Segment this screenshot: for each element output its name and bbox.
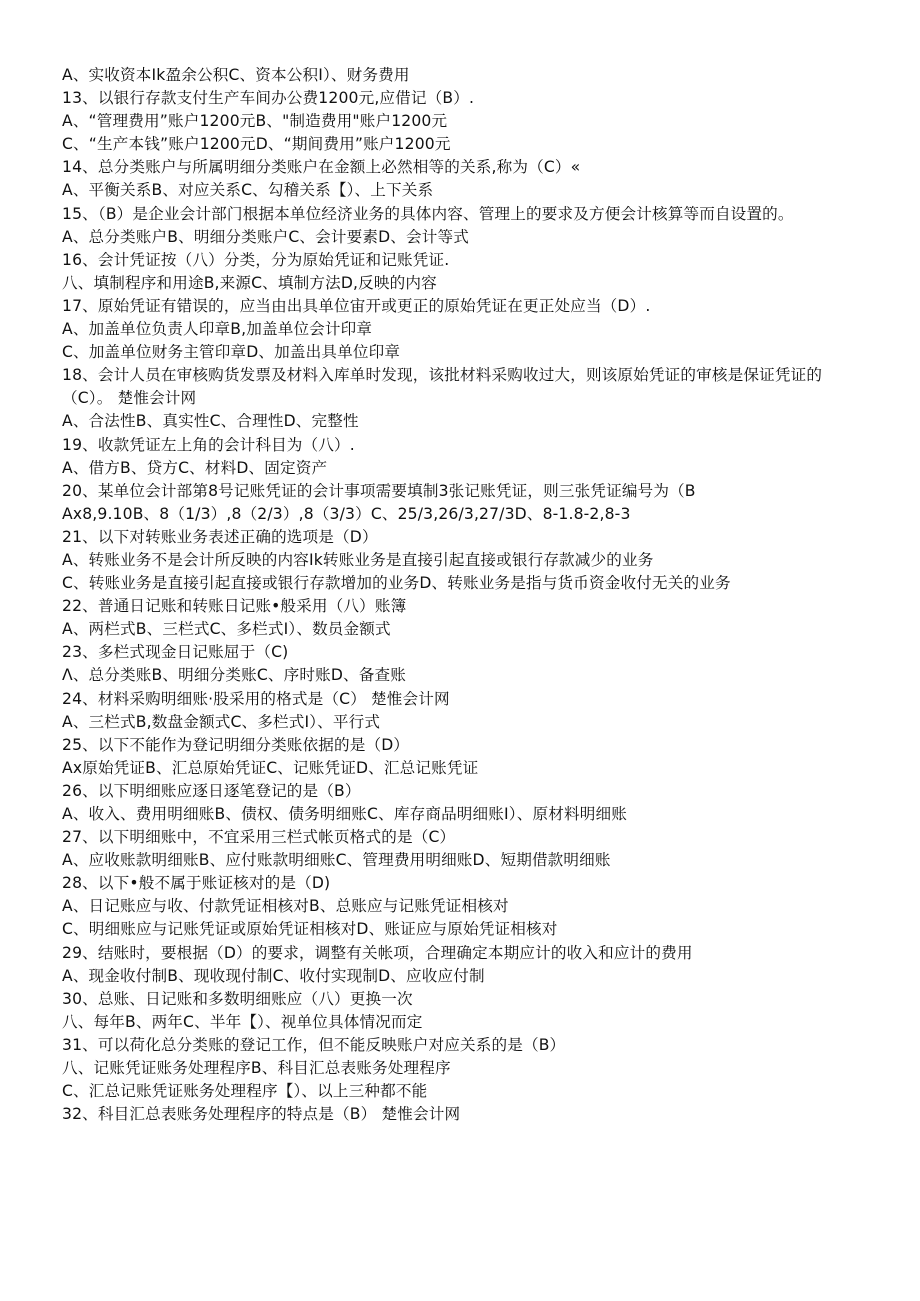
option-line: A、应收账款明细账B、应付账款明细账C、管理费用明细账D、短期借款明细账 [62, 851, 611, 870]
question-line: 28、以下•般不属于账证核对的是（D) [62, 874, 331, 893]
document-page [62, 64, 862, 1126]
option-line: A、合法性B、真实性C、合理性D、完整性 [62, 412, 359, 431]
question-line: 22、普通日记账和转账日记账•般采用（八）账簿 [62, 597, 407, 616]
question-line: 27、以下明细账中，不宜采用三栏式帐页格式的是（C） [62, 828, 456, 847]
question-line: 13、以银行存款支付生产车间办公费1200元,应借记（B）. [62, 89, 475, 108]
option-line: C、明细账应与记账凭证或原始凭证相核对D、账证应与原始凭证相核对 [62, 920, 558, 939]
option-line: Ax8,9.10B、8（1/3）,8（2/3）,8（3/3）C、25/3,26/3,27/3D、8-1.8-2,8-3 [62, 504, 631, 523]
question-line: 19、收款凭证左上角的会计科目为（八）. [62, 435, 355, 454]
option-line: A、借方B、贷方C、材料D、固定资产 [62, 458, 328, 477]
option-line: A、两栏式B、三栏式C、多栏式I）、数员金额式 [62, 620, 391, 639]
option-line: 八、记账凭证账务处理程序B、科目汇总表账务处理程序 [62, 1059, 451, 1078]
question-line: 17、原始凭证有错误的，应当由出具单位宙开或更正的原始凭证在更正处应当（D）. [62, 296, 651, 315]
option-line: C、“生产本钱”账户1200元D、“期间费用”账户1200元 [62, 135, 451, 154]
option-line: A、“管理费用”账户1200元B、"制造费用"账户1200元 [62, 112, 448, 131]
option-line: A、总分类账户B、明细分类账户C、会计要素D、会计等式 [62, 227, 469, 246]
question-line: 26、以下明细账应逐日逐笔登记的是（B） [62, 781, 361, 800]
option-line: C、转账业务是直接引起直接或银行存款增加的业务D、转账业务是指与货币资金收付无关的业务 [62, 574, 731, 593]
question-line: 31、可以荷化总分类账的登记工作，但不能反映账户对应关系的是（B） [62, 1035, 566, 1054]
option-line: A、收入、费用明细账B、债权、债务明细账C、库存商品明细账I）、原材料明细账 [62, 805, 627, 823]
question-line: 25、以下不能作为登记明细分类账依据的是（D） [62, 735, 410, 754]
question-line: 21、以下对转账业务表述正确的选项是（D） [62, 527, 378, 546]
question-line: 20、某单位会计部第8号记账凭证的会计事项需要填制3张记账凭证，则三张凭证编号为（B [62, 481, 696, 500]
text-line: A、实收资本Ik盈余公积C、资本公积I）、财务费用 [62, 66, 410, 84]
option-line: C、汇总记账凭证账务处理程序【）、以上三种都不能 [62, 1082, 428, 1101]
question-line: 14、总分类账户与所属明细分类账户在金额上必然相等的关系,称为（C）« [62, 158, 581, 177]
question-line: 29、结账时，要根据（D）的要求，调整有关帐项，合理确定本期应计的收入和应计的费用 [62, 943, 693, 962]
question-line: 30、总账、日记账和多数明细账应（八）更换一次 [62, 989, 413, 1008]
option-line: 八、填制程序和用途B,来源C、填制方法D,反映的内容 [62, 273, 437, 292]
question-line: 16、会计凭证按（八）分类，分为原始凭证和记账凭证. [62, 250, 450, 269]
question-line: 15、（B）是企业会计部门根据本单位经济业务的具体内容、管理上的要求及方便会计核算等而自设置的。 [62, 204, 794, 223]
option-line: A、现金收付制B、现收现付制C、收付实现制D、应收应付制 [62, 966, 485, 985]
option-line: C、加盖单位财务主管印章D、加盖出具单位印章 [62, 343, 401, 362]
question-line: 23、多栏式现金日记账屈于（C) [62, 643, 289, 662]
option-line: A、转账业务不是会计所反映的内容Ik转账业务是直接引起直接或银行存款减少的业务 [62, 550, 654, 569]
option-line: Λ、总分类账B、明细分类账C、序时账D、备查账 [62, 666, 406, 685]
option-line: A、平衡关系B、对应关系C、勾稽关系【）、上下关系 [62, 181, 434, 200]
question-line: 18、会计人员在审核购货发票及材料入库单时发现，该批材料采购收过大，则该原始凭证的审核是保证凭证的（C）。 楚惟会计网 [62, 366, 823, 408]
question-line: 32、科目汇总表账务处理程序的特点是（B） 楚惟会计网 [62, 1105, 461, 1124]
option-line: 八、每年B、两年C、半年【）、视单位具体情况而定 [62, 1012, 423, 1031]
option-line: A、日记账应与收、付款凭证相核对B、总账应与记账凭证相核对 [62, 897, 509, 916]
option-line: A、三栏式B,数盘金额式C、多栏式I）、平行式 [62, 712, 381, 731]
option-line: Ax原始凭证B、汇总原始凭证C、记账凭证D、汇总记账凭证 [62, 758, 479, 777]
question-line: 24、材料采购明细账·股采用的格式是（C） 楚惟会计网 [62, 689, 450, 708]
option-line: A、加盖单位负责人印章B,加盖单位会计印章 [62, 320, 373, 339]
